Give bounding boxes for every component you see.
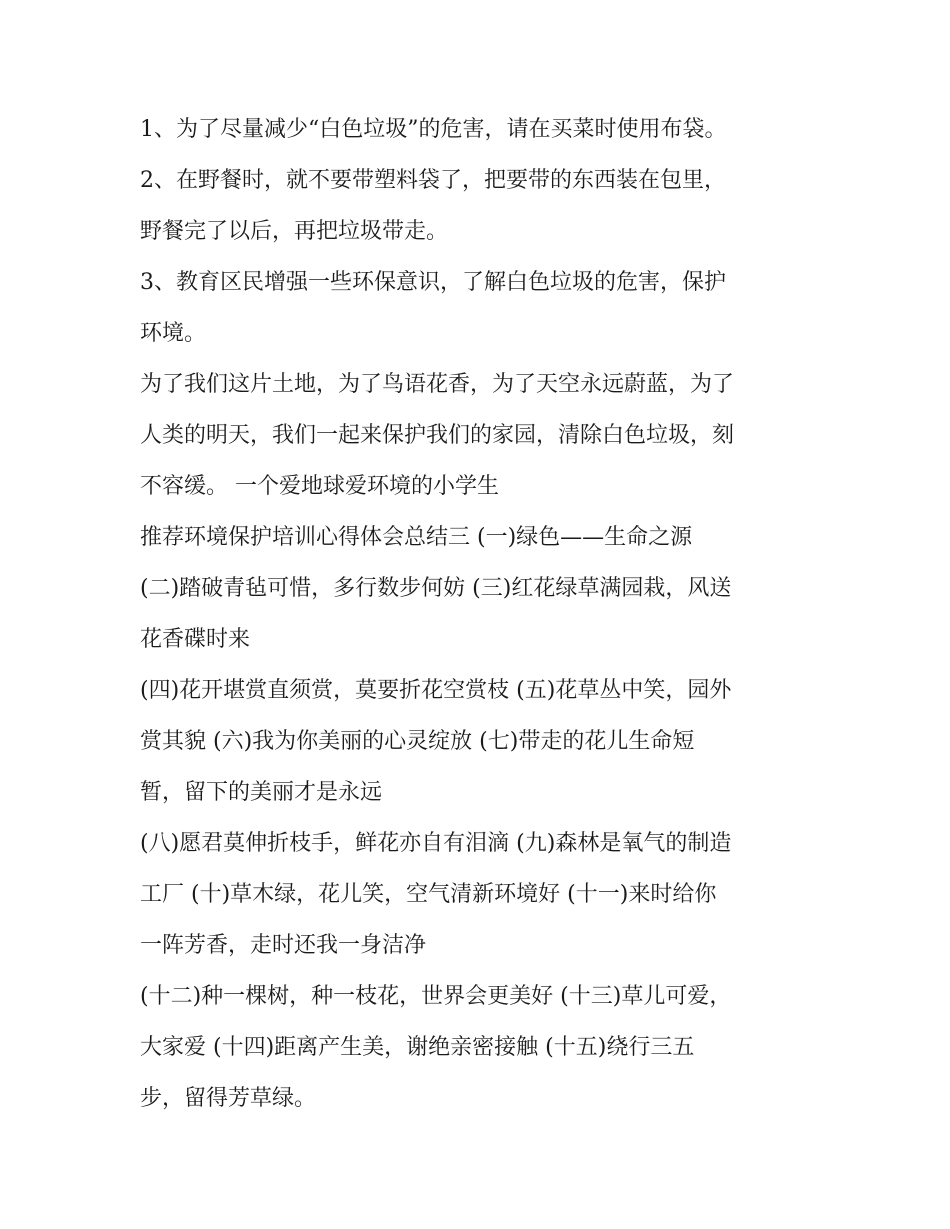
text-line: 1、为了尽量减少“白色垃圾”的危害，请在买菜时使用布袋。 xyxy=(140,117,727,142)
text-line: 环境。 xyxy=(140,321,207,346)
text-line: 不容缓。 一个爱地球爱环境的小学生 xyxy=(140,474,499,499)
text-line: 为了我们这片土地，为了鸟语花香，为了天空永远蔚蓝，为了 xyxy=(140,372,735,397)
text-line: (二)踏破青毡可惜，多行数步何妨 (三)红花绿草满园栽，风送 xyxy=(140,576,732,601)
text-line: 大家爱 (十四)距离产生美，谢绝亲密接触 (十五)绕行三五 xyxy=(140,1035,695,1060)
text-line: 步，留得芳草绿。 xyxy=(140,1086,317,1111)
text-line: 3、教育区民增强一些环保意识，了解白色垃圾的危害，保护 xyxy=(140,270,726,295)
text-line: (八)愿君莫伸折枝手，鲜花亦自有泪滴 (九)森林是氧气的制造 xyxy=(140,831,732,856)
text-line: (四)花开堪赏直须赏，莫要折花空赏枝 (五)花草丛中笑，园外 xyxy=(140,678,732,703)
text-line: 人类的明天，我们一起来保护我们的家园，清除白色垃圾，刻 xyxy=(140,423,735,448)
text-line: (十二)种一棵树，种一枝花，世界会更美好 (十三)草儿可爱， xyxy=(140,984,732,1009)
text-line: 2、在野餐时，就不要带塑料袋了，把要带的东西装在包里， xyxy=(140,168,726,193)
text-line: 花香碟时来 xyxy=(140,627,251,652)
text-line: 一阵芳香，走时还我一身洁净 xyxy=(140,933,427,958)
text-line: 赏其貌 (六)我为你美丽的心灵绽放 (七)带走的花儿生命短 xyxy=(140,729,695,754)
text-line: 推荐环境保护培训心得体会总结三 (一)绿色——生命之源 xyxy=(140,525,693,550)
text-line: 工厂 (十)草木绿，花儿笑，空气清新环境好 (十一)来时给你 xyxy=(140,882,717,907)
text-line: 暂，留下的美丽才是永远 xyxy=(140,780,383,805)
text-line: 野餐完了以后，再把垃圾带走。 xyxy=(140,219,449,244)
